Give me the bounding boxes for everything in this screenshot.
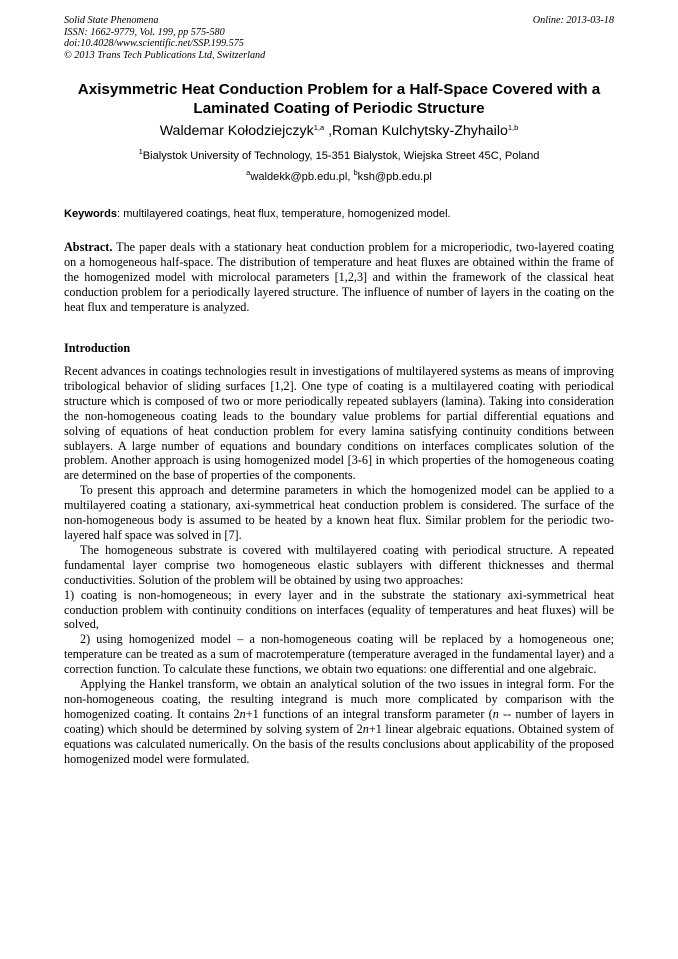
paper-title [60, 81, 618, 118]
copyright-line: © 2013 Trans Tech Publications Ltd, Switzerland [64, 49, 266, 61]
abstract-label: Abstract. [64, 240, 113, 254]
author-emails [60, 170, 618, 184]
keywords-label: Keywords [64, 208, 118, 220]
affiliation [60, 149, 618, 163]
email-a: waldekk@pb.edu.pl, [250, 171, 354, 183]
author-separator: , [324, 123, 333, 139]
author-2-name: Roman Kulchytsky-Zhyhailo [332, 123, 508, 139]
issn-line: ISSN: 1662-9779, Vol. 199, pp 575-580 [64, 26, 225, 38]
variable-n: n [362, 721, 369, 736]
doi-line: doi:10.4028/www.scientific.net/SSP.199.575 [64, 38, 244, 50]
journal-info [64, 15, 265, 61]
paragraph-1: Recent advances in coatings technologies result in investigations of multilayered systems as means of improving tribological behavior of sliding surfaces [1,2]. One type of coating is a multilayered coating with periodical structure which is composed of two or more periodically repeated sublayers (lamina). Taking into consideration the non-homogeneous coating leads to the boundary value problems for partial differential equations and solving of equations of heat conduction problem for every lamina satisfying continuity conditions between sublayers. A large number of equations and boundary conditions on interfaces complicates solution of the problem. Another approach is using homogenized model [3-6] in which properties of the homogeneous coating are determined on the base of properties of the components. [64, 364, 614, 483]
abstract [64, 240, 614, 315]
paragraph-6-part-c: -- number of layers in coating) which should be determined by solving system of 2 [64, 706, 614, 736]
paragraph-6-part-a: Applying the Hankel transform, we obtain an analytical solution of the two issues in integral form. For the non-homogeneous coating, the resulting integrand is much more complicated by comparison with the homogenized coating. It contains 2 [64, 677, 614, 721]
author-1-affiliation-mark: 1,a [313, 123, 325, 132]
author-2-affiliation-mark: 1,b [507, 123, 519, 132]
paragraph-6-part-d: +1 linear algebraic equations. Obtained system of equations was calculated numerically. On the basis of the results conclusions about applicability of the proposed homogenized model were formulated. [64, 721, 614, 766]
keywords [64, 207, 616, 221]
variable-n: n [239, 706, 246, 721]
paragraph-6 [64, 677, 614, 766]
introduction-body [64, 364, 614, 766]
title-line-2: Laminated Coating of Periodic Structure [193, 99, 485, 117]
paragraph-4-list-item-1: 1) coating is non-homogeneous; in every layer and in the substrate the stationary axi-symmetrical heat conduction problem with continuity conditions on interfaces (equality of temperatures and heat fluxes) will be solved, [64, 587, 614, 632]
variable-n: n [492, 706, 499, 721]
section-heading-introduction: Introduction [64, 341, 131, 355]
paragraph-5-list-item-2: 2) using homogenized model – a non-homogeneous coating will be replaced by a homogeneous one; temperature can be treated as a sum of macrotemperature (temperature averaged in the fundamental layer) and a correction function. To calculate these functions, we obtain two equations: one differential and one algebraic. [64, 632, 614, 677]
paragraph-2: To present this approach and determine parameters in which the homogenized model can be applied to a multilayered coating a stationary, axi-symmetrical heat conduction problem is considered. The surface of the non-homogeneous body is assumed to be heated by a known heat flux. Similar problem for the periodic two-layered half space was solved in [7]. [64, 483, 614, 542]
author-1-name: Waldemar Kołodziejczyk [159, 123, 314, 139]
email-a-mark: a [246, 168, 251, 177]
journal-name: Solid State Phenomena [64, 15, 159, 26]
author-list [60, 122, 618, 140]
paragraph-3: The homogeneous substrate is covered with multilayered coating with periodical structure. A repeated fundamental layer comprise two homogeneous elastic sublayers with different thicknesses and thermal conductivities. Solution of the problem will be obtained by using two approaches: [64, 542, 614, 587]
title-line-1: Axisymmetric Heat Conduction Problem for a Half-Space Covered with a [77, 81, 601, 98]
email-b-mark: b [353, 168, 358, 177]
affiliation-mark: 1 [138, 147, 143, 156]
paragraph-6-part-b: +1 functions of an integral transform parameter ( [245, 706, 493, 721]
affiliation-text: Bialystok University of Technology, 15-351 Bialystok, Wiejska Street 45C, Poland [142, 150, 540, 162]
keywords-text: : multilayered coatings, heat flux, temperature, homogenized model. [117, 208, 451, 220]
abstract-text: The paper deals with a stationary heat conduction problem for a microperiodic, two-layered coating on a homogeneous half-space. The distribution of temperature and heat fluxes are obtained within the frame of the homogenized model with microlocal parameters [1,2,3] and within the framework of the classical heat conduction problem for a periodically layered structure. The influence of number of layers in the coating on the heat flux and temperature is analyzed. [64, 240, 614, 314]
email-b: ksh@pb.edu.pl [357, 171, 432, 183]
online-date: Online: 2013-03-18 [532, 15, 614, 26]
